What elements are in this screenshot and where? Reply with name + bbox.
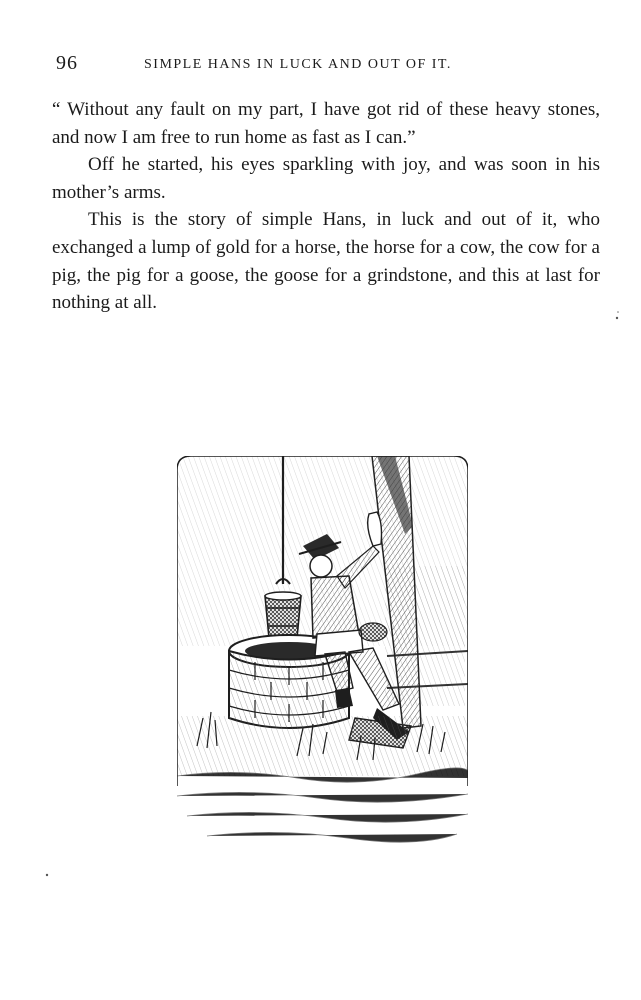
running-head — [52, 52, 600, 76]
paragraph-quote: “ Without any fault on my part, I have got rid of these heavy stones, and now I am free to run home as fast as I can.” — [52, 99, 600, 148]
page-number: 96 — [56, 52, 78, 74]
well-illustration — [177, 456, 468, 854]
body-text — [52, 96, 600, 317]
engraving-image — [177, 456, 468, 854]
paragraph-moral: This is the story of simple Hans, in luck and out of it, who exchanged a lump of gold for a horse, the horse for a cow, the cow for a pig, the pig for a goose, the goose for a grindstone, and this at last for nothing at all. — [52, 209, 600, 314]
paragraph-homecoming: Off he started, his eyes sparkling with joy, and was soon in his mother’s arms. — [52, 154, 600, 203]
running-title: SIMPLE HANS IN LUCK AND OUT OF IT. — [144, 57, 452, 72]
